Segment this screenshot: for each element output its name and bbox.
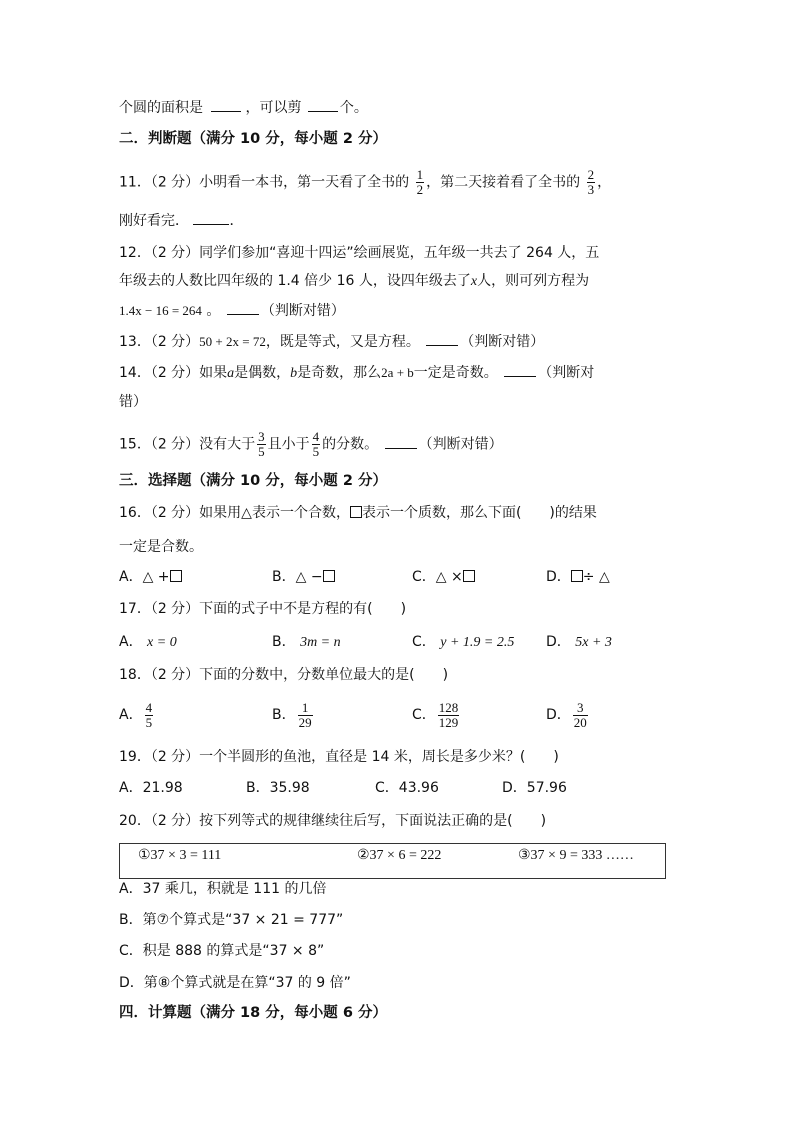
q18-option-a[interactable] — [119, 700, 155, 730]
option-label: B． — [272, 569, 296, 585]
q14-text-c: 是奇数，那么 — [297, 365, 382, 381]
q12-after: 。 — [206, 303, 221, 319]
q14-judge: （判断对 — [538, 365, 595, 381]
option-label: C． — [412, 569, 436, 585]
q18-option-c[interactable] — [412, 700, 461, 730]
q19-option-c[interactable] — [375, 778, 439, 798]
option-text: △ + — [142, 569, 170, 585]
option-label: D． — [502, 780, 527, 796]
fraction — [257, 430, 266, 459]
option-label: B． — [246, 780, 270, 796]
question-12: 12．（2 分）同学们参加“喜迎十四运”绘画展览，五年级一共去了 264 人，五 — [119, 245, 600, 261]
numerator: 1 — [416, 167, 424, 182]
section-4-title: 四．计算题（满分 18 分，每小题 6 分） — [119, 1005, 387, 1021]
pattern-equation-3-text: ③37 × 9 = 333 — [518, 848, 603, 863]
section-2-title: 二．判断题（满分 10 分，每小题 2 分） — [119, 131, 387, 147]
q10-text-a: 个圆的面积是 — [119, 100, 203, 116]
option-label: A． — [119, 780, 143, 796]
q11-text-b: ，第二天接着看了全书的 — [426, 174, 581, 191]
option-value: 21.98 — [142, 780, 183, 796]
question-13 — [119, 331, 544, 352]
q16-option-d[interactable] — [546, 567, 610, 587]
square-symbol — [571, 570, 583, 582]
math-expression: 2a + b — [381, 365, 414, 380]
fraction — [573, 701, 588, 730]
option-value: 57.96 — [526, 780, 567, 796]
square-symbol — [463, 570, 475, 582]
numerator: 3 — [258, 429, 265, 444]
q18-option-d[interactable] — [546, 700, 590, 730]
denominator: 29 — [298, 714, 312, 730]
answer-blank — [504, 362, 536, 377]
q15-text-c: 的分数。 — [322, 436, 379, 453]
denominator: 5 — [312, 444, 320, 459]
question-19: 19．（2 分）一个半圆形的鱼池，直径是 14 米，周长是多少米？( ) — [119, 749, 559, 765]
option-label: D． — [546, 634, 571, 650]
q13-judge: （判断对错） — [460, 334, 545, 350]
question-11 — [119, 168, 611, 197]
q10-continuation — [119, 97, 368, 118]
option-label: D． — [546, 569, 571, 585]
q16-option-b[interactable] — [272, 567, 335, 587]
numerator: 128 — [438, 699, 459, 715]
option-label: C． — [412, 707, 436, 723]
fraction — [438, 701, 460, 730]
numerator: 2 — [587, 167, 595, 182]
q16-option-a[interactable] — [119, 567, 182, 587]
q18-option-b[interactable] — [272, 700, 315, 730]
q14-text-a: 如果 — [199, 365, 228, 381]
q13-text: ，既是等式，又是方程。 — [265, 334, 420, 350]
q14-text-b: 是偶数， — [234, 365, 291, 381]
question-17: 17．（2 分）下面的式子中不是方程的有( ) — [119, 601, 407, 617]
q17-option-d[interactable] — [546, 632, 612, 653]
question-20: 20．（2 分）按下列等式的规律继续往后写，下面说法正确的是( ) — [119, 813, 547, 829]
option-text: 第⑦个算式是“37 × 21 = 777” — [142, 912, 344, 928]
option-text: △ × — [435, 569, 463, 585]
q16-text-b: 表示一个质数，那么下面( )的结果 — [361, 505, 597, 521]
math-variable: b — [290, 366, 298, 381]
option-value: 43.96 — [398, 780, 439, 796]
denominator: 129 — [438, 714, 459, 730]
option-expression: x = 0 — [147, 635, 177, 650]
option-label: A． — [119, 881, 143, 897]
option-label: B． — [272, 707, 296, 723]
option-label: B． — [119, 912, 143, 928]
math-variable: a — [227, 366, 235, 381]
q10-text-b: ，可以剪 — [245, 100, 302, 116]
q15-text-a: 没有大于 — [199, 436, 256, 453]
q19-option-a[interactable] — [119, 778, 183, 798]
option-label: C． — [412, 634, 436, 650]
denominator: 2 — [416, 182, 424, 197]
math-equation: 1.4x − 16 = 264 — [119, 303, 202, 318]
q17-option-b[interactable] — [272, 632, 341, 653]
q15-judge: （判断对错） — [418, 436, 503, 453]
answer-blank — [426, 331, 458, 346]
option-label: C． — [119, 943, 143, 959]
question-15 — [119, 430, 503, 459]
q10-text-c: 个。 — [339, 100, 368, 116]
q15-text-b: 且小于 — [267, 436, 310, 453]
question-12-line-3 — [119, 300, 345, 321]
answer-blank — [308, 97, 338, 112]
math-equation: 50 + 2x = 72 — [199, 334, 266, 349]
option-expression: y + 1.9 = 2.5 — [440, 635, 515, 650]
question-16-line-2: 一定是合数。 — [119, 539, 203, 555]
fraction — [312, 430, 321, 459]
option-label: C． — [375, 780, 399, 796]
fraction — [145, 701, 154, 730]
q11-end: ． — [229, 213, 244, 229]
answer-blank — [211, 97, 241, 112]
numerator: 1 — [301, 699, 309, 715]
denominator: 5 — [258, 444, 265, 459]
question-11-line-2 — [119, 210, 243, 231]
q20-option-b[interactable] — [119, 910, 343, 930]
option-label: A． — [119, 634, 143, 650]
option-expression: 5x + 3 — [575, 635, 612, 650]
q13-number: 13．（2 分） — [119, 334, 200, 350]
question-18: 18．（2 分）下面的分数中，分数单位最大的是( ) — [119, 667, 449, 683]
square-symbol — [170, 570, 182, 582]
pattern-equation-3 — [518, 846, 634, 866]
section-3-title: 三．选择题（满分 10 分，每小题 2 分） — [119, 473, 387, 489]
fraction — [298, 701, 313, 730]
numerator: 4 — [145, 699, 153, 715]
q16-option-c[interactable] — [412, 567, 475, 587]
denominator: 3 — [587, 182, 595, 197]
question-12-line-2 — [119, 271, 589, 292]
q16-text-a: 16．（2 分）如果用△表示一个合数， — [119, 505, 350, 521]
option-text: △ − — [295, 569, 323, 585]
option-label: A． — [119, 569, 143, 585]
fraction — [587, 168, 596, 197]
pattern-equation-2: ②37 × 6 = 222 — [357, 848, 442, 863]
option-text: 积是 888 的算式是“37 × 8” — [142, 943, 325, 959]
numerator: 4 — [312, 429, 320, 444]
q14-text-d: 一定是奇数。 — [413, 365, 498, 381]
q19-option-d[interactable] — [502, 778, 567, 798]
option-label: D． — [546, 707, 571, 723]
q11-line2-text: 刚好看完． — [119, 213, 189, 229]
fraction — [416, 168, 425, 197]
option-label: A． — [119, 707, 143, 723]
ellipsis: …… — [605, 848, 634, 863]
option-text: 第⑧个算式就是在算“37 的 9 倍” — [143, 975, 351, 991]
numerator: 3 — [577, 699, 584, 715]
q14-number: 14．（2 分） — [119, 365, 200, 381]
square-symbol — [323, 570, 335, 582]
q15-number: 15．（2 分） — [119, 436, 200, 453]
pattern-equation-1: ①37 × 3 = 111 — [138, 848, 222, 863]
q17-option-c[interactable] — [412, 632, 514, 653]
question-14-line-2: 错） — [119, 394, 147, 410]
q12-line2-text-b: 人，则可列方程为 — [477, 273, 590, 289]
q20-option-c[interactable] — [119, 941, 324, 961]
math-variable: x — [470, 274, 478, 289]
question-14 — [119, 362, 594, 384]
q12-judge: （判断对错） — [260, 303, 345, 319]
option-value: 35.98 — [269, 780, 310, 796]
option-text: 37 乘几，积就是 111 的几倍 — [142, 881, 327, 897]
q19-option-b[interactable] — [246, 778, 310, 798]
option-expression: 3m = n — [300, 635, 341, 650]
denominator: 20 — [573, 714, 587, 730]
q17-option-a[interactable] — [119, 632, 177, 653]
q20-option-d[interactable] — [119, 973, 351, 993]
denominator: 5 — [145, 714, 153, 730]
answer-blank — [385, 434, 417, 449]
option-text: ÷ △ — [582, 569, 610, 585]
option-label: D． — [119, 975, 144, 991]
q11-text-c: ， — [597, 174, 612, 191]
q20-option-a[interactable] — [119, 879, 326, 899]
answer-blank — [193, 210, 229, 225]
answer-blank — [227, 300, 259, 315]
q12-line2-text-a: 年级去的人数比四年级的 1.4 倍少 16 人，设四年级去了 — [119, 273, 471, 289]
question-16 — [119, 503, 597, 523]
q11-text-a: 小明看一本书，第一天看了全书的 — [199, 174, 410, 191]
option-label: B． — [272, 634, 296, 650]
square-symbol — [350, 506, 362, 518]
q11-number: 11．（2 分） — [119, 174, 200, 191]
